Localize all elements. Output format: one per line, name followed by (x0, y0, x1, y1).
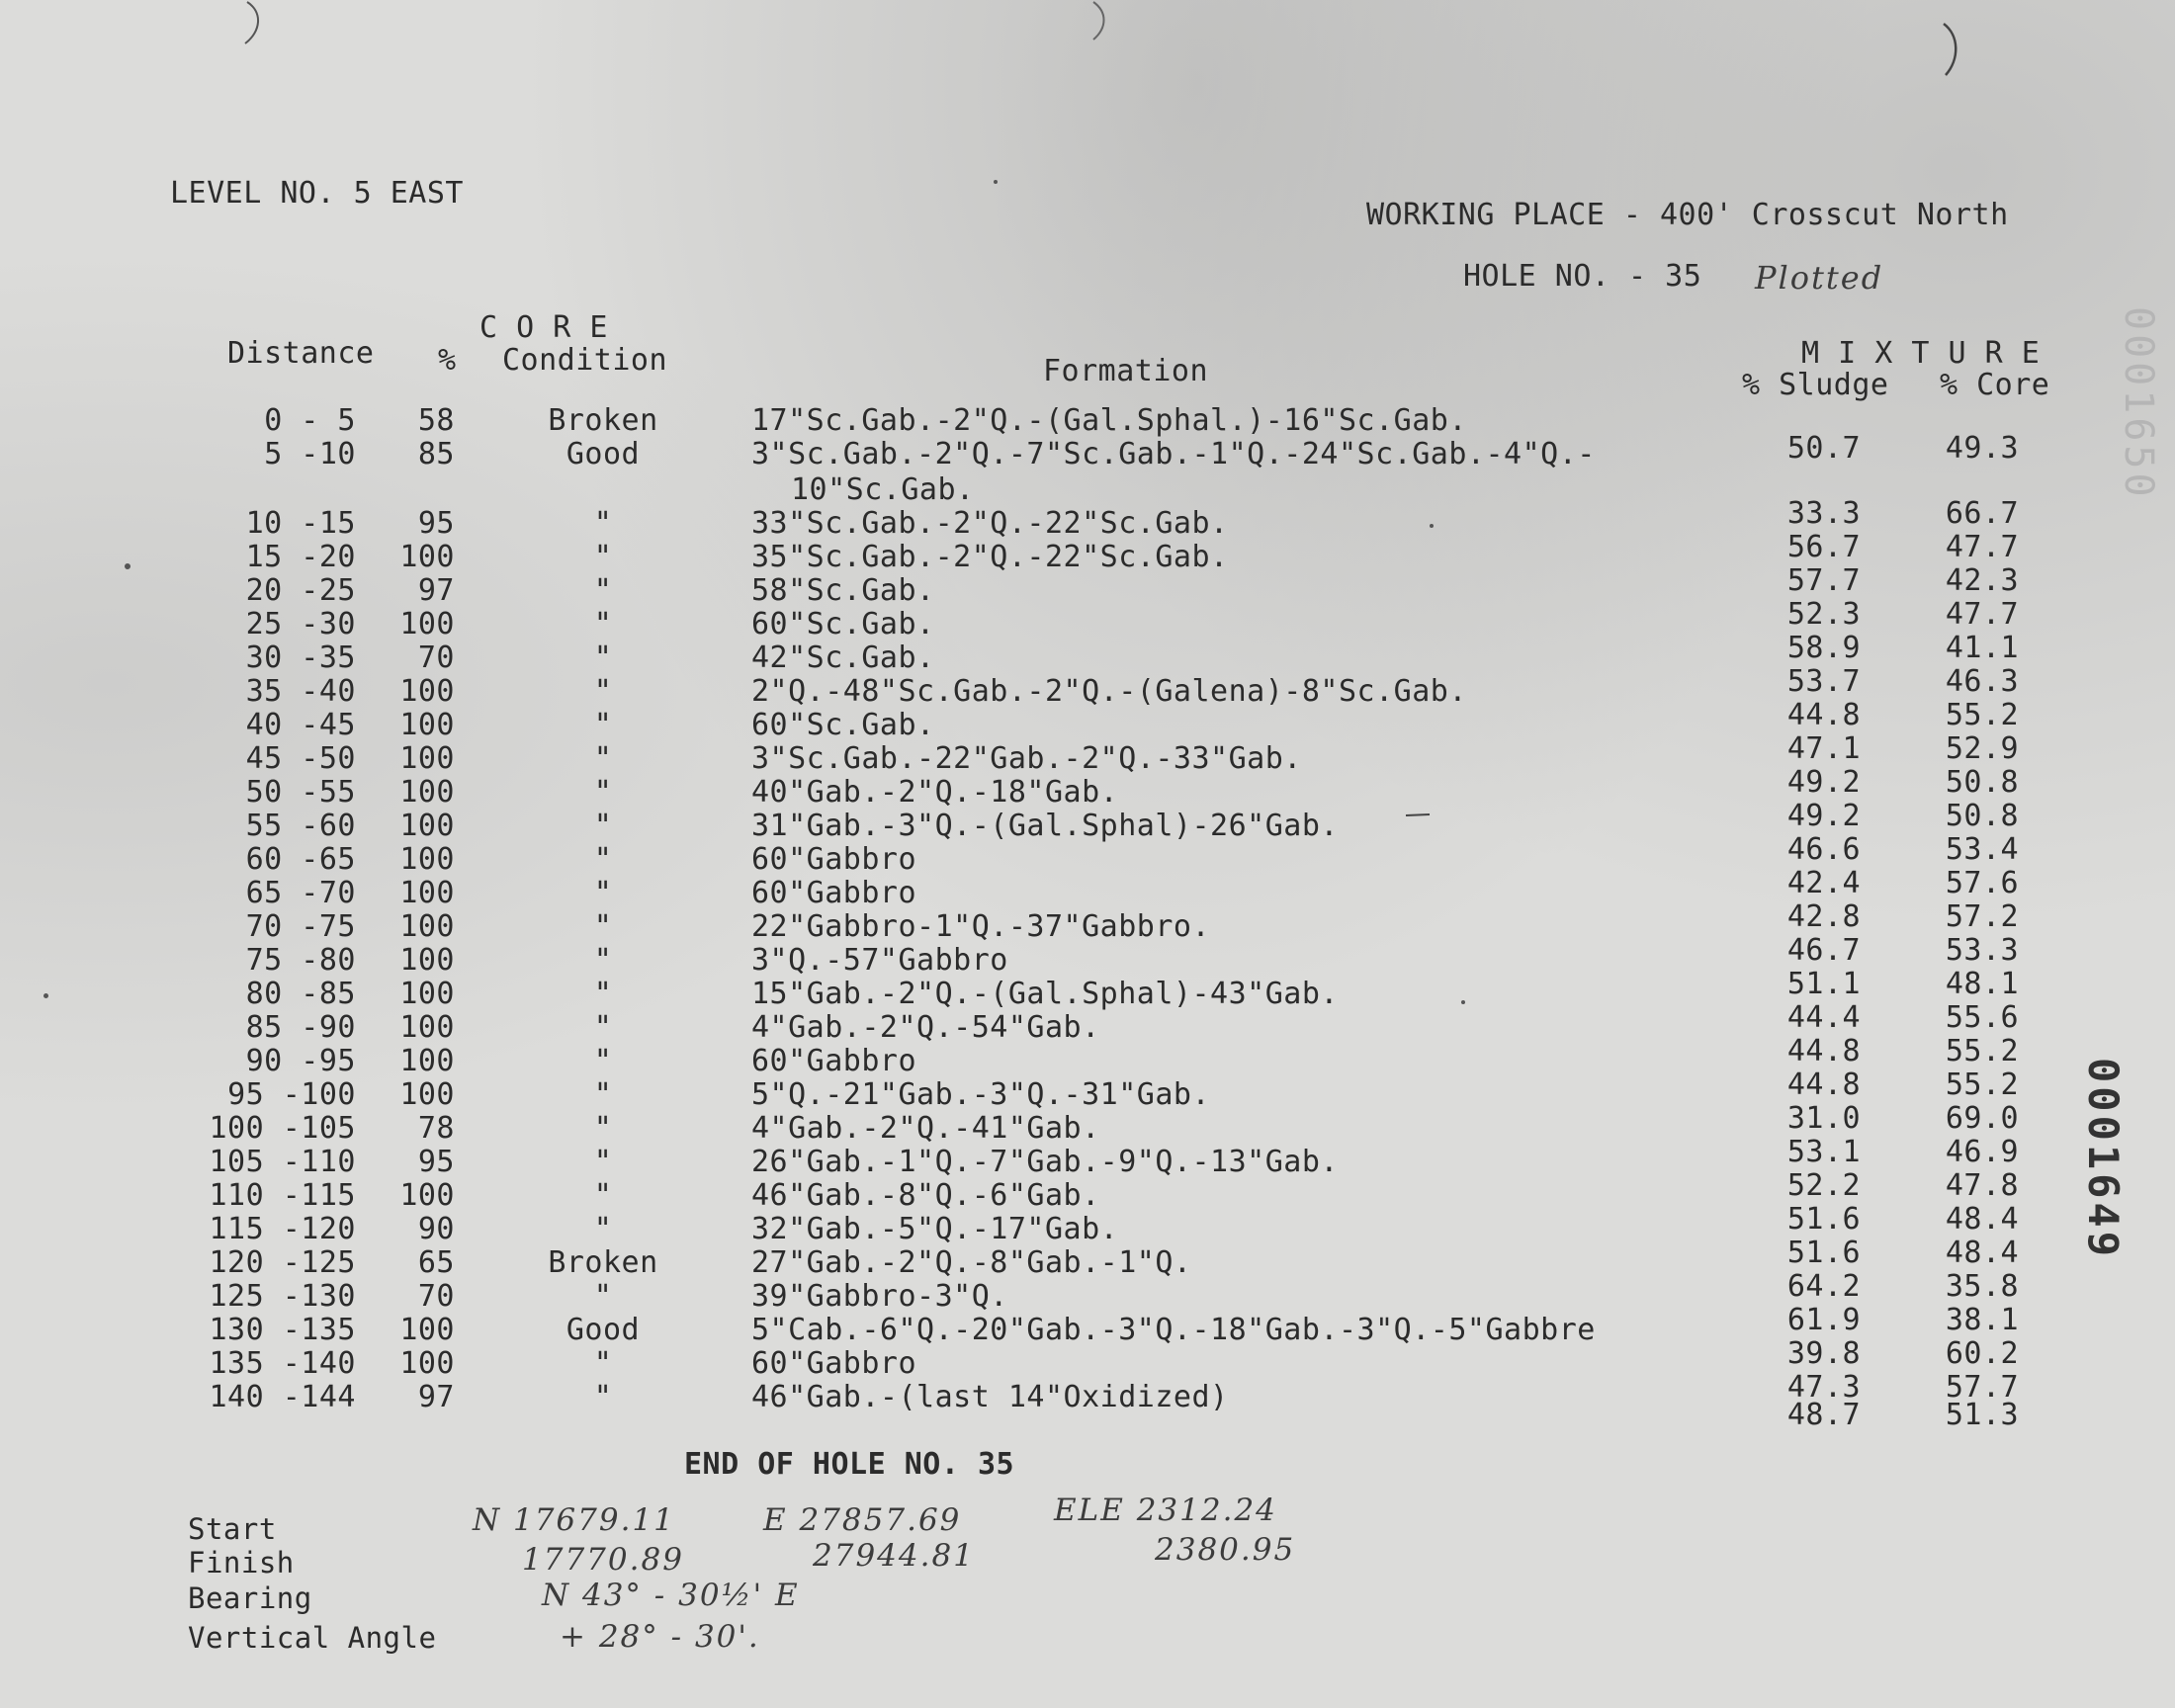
distance-cell: 110 -115 (209, 1178, 356, 1213)
sludge-cell: 44.8 (1786, 698, 1862, 732)
vertical-angle-label: Vertical Angle (188, 1621, 437, 1655)
sludge-cell: 44.4 (1786, 1000, 1862, 1035)
core-cell: 42.3 (1945, 563, 2020, 598)
distance-cell: 20 -25 (245, 573, 356, 608)
start-easting: E 27857.69 (763, 1502, 962, 1538)
formation-cell: 60"Gabbro (751, 876, 917, 910)
core-pct-cell: 100 (399, 842, 455, 877)
core-cell: 46.9 (1945, 1135, 2020, 1169)
core-pct-cell: 100 (399, 1077, 455, 1112)
distance-cell: 95 -100 (227, 1077, 356, 1112)
condition-cell: " (593, 1178, 613, 1213)
condition-cell: " (593, 674, 613, 709)
formation-cell: 60"Sc.Gab. (751, 708, 935, 742)
sludge-cell: 44.8 (1786, 1068, 1862, 1102)
core-cell: 51.3 (1945, 1398, 2020, 1432)
core-cell: 47.7 (1945, 597, 2020, 632)
sludge-cell: 53.7 (1786, 664, 1862, 699)
formation-cell: 35"Sc.Gab.-2"Q.-22"Sc.Gab. (751, 540, 1229, 574)
core-cell: 47.8 (1945, 1168, 2020, 1203)
distance-cell: 140 -144 (209, 1380, 356, 1414)
condition-cell: " (593, 1010, 613, 1045)
distance-cell: 40 -45 (245, 708, 356, 742)
formation-cell: 2"Q.-48"Sc.Gab.-2"Q.-(Galena)-8"Sc.Gab. (751, 674, 1467, 709)
distance-cell: 135 -140 (209, 1346, 356, 1381)
distance-cell: 30 -35 (245, 640, 356, 675)
scan-speck (125, 563, 130, 569)
faint-number-stamp: 0001650 (2116, 306, 2161, 501)
plotted-note: Plotted (1755, 259, 1884, 297)
end-of-hole: END OF HOLE NO. 35 (684, 1447, 1015, 1482)
core-pct-cell: 100 (399, 708, 455, 742)
formation-cell: 17"Sc.Gab.-2"Q.-(Gal.Sphal.)-16"Sc.Gab. (751, 403, 1467, 438)
condition-cell: " (593, 540, 613, 574)
distance-cell: 105 -110 (209, 1145, 356, 1179)
formation-cell: 46"Gab.-8"Q.-6"Gab. (751, 1178, 1100, 1213)
condition-cell: " (593, 842, 613, 877)
distance-cell: 10 -15 (245, 506, 356, 541)
finish-easting: 27944.81 (813, 1538, 975, 1574)
distance-cell: 45 -50 (245, 741, 356, 776)
formation-cell: 3"Sc.Gab.-22"Gab.-2"Q.-33"Gab. (751, 741, 1302, 776)
formation-cell: 4"Gab.-2"Q.-54"Gab. (751, 1010, 1100, 1045)
distance-cell: 125 -130 (209, 1279, 356, 1314)
condition-cell: " (593, 1279, 613, 1314)
col-mixture-title: M I X T U R E (1801, 336, 2041, 371)
condition-cell: Good (566, 437, 641, 471)
sludge-cell: 58.9 (1786, 631, 1862, 665)
formation-cell: 5"Q.-21"Gab.-3"Q.-31"Gab. (751, 1077, 1211, 1112)
core-cell: 57.6 (1945, 866, 2020, 900)
formation-cell: 3"Sc.Gab.-2"Q.-7"Sc.Gab.-1"Q.-24"Sc.Gab.-4"Q.- (751, 437, 1596, 471)
condition-cell: " (593, 809, 613, 843)
sludge-cell: 51.1 (1786, 967, 1862, 1001)
formation-cell: 26"Gab.-1"Q.-7"Gab.-9"Q.-13"Gab. (751, 1145, 1339, 1179)
bearing-label: Bearing (188, 1581, 312, 1615)
formation-cell: 15"Gab.-2"Q.-(Gal.Sphal)-43"Gab. (751, 977, 1339, 1011)
finish-label: Finish (188, 1546, 295, 1580)
sludge-cell: 50.7 (1786, 431, 1862, 466)
core-cell: 53.4 (1945, 832, 2020, 867)
core-pct-cell: 70 (417, 1279, 455, 1314)
core-pct-cell: 100 (399, 1346, 455, 1381)
condition-cell: " (593, 1077, 613, 1112)
core-pct-cell: 97 (417, 573, 455, 608)
core-cell: 57.7 (1945, 1370, 2020, 1405)
condition-cell: " (593, 741, 613, 776)
document-number-stamp: 0001649 (2079, 1058, 2128, 1261)
sludge-cell: 44.8 (1786, 1034, 1862, 1068)
condition-cell: " (593, 1346, 613, 1381)
formation-cell: 32"Gab.-5"Q.-17"Gab. (751, 1212, 1119, 1246)
distance-cell: 55 -60 (245, 809, 356, 843)
distance-cell: 130 -135 (209, 1313, 356, 1347)
start-elevation: ELE 2312.24 (1054, 1493, 1277, 1528)
core-cell: 48.4 (1945, 1202, 2020, 1237)
core-pct-cell: 100 (399, 741, 455, 776)
core-cell: 53.3 (1945, 933, 2020, 968)
distance-cell: 25 -30 (245, 607, 356, 641)
distance-cell: 115 -120 (209, 1212, 356, 1246)
formation-cell: 3"Q.-57"Gabbro (751, 943, 1008, 978)
sludge-cell: 64.2 (1786, 1269, 1862, 1304)
col-sludge: % Sludge (1742, 368, 1889, 402)
sludge-cell: 42.4 (1786, 866, 1862, 900)
core-pct-cell: 100 (399, 1313, 455, 1347)
distance-cell: 120 -125 (209, 1245, 356, 1280)
sludge-cell: 56.7 (1786, 530, 1862, 564)
sludge-cell: 61.9 (1786, 1303, 1862, 1337)
core-pct-cell: 100 (399, 977, 455, 1011)
core-pct-cell: 97 (417, 1380, 455, 1414)
sludge-cell: 47.3 (1786, 1370, 1862, 1405)
core-cell: 49.3 (1945, 431, 2020, 466)
condition-cell: " (593, 1380, 613, 1414)
core-pct-cell: 65 (417, 1245, 455, 1280)
formation-cell: 5"Cab.-6"Q.-20"Gab.-3"Q.-18"Gab.-3"Q.-5"Gabbre (751, 1313, 1596, 1347)
core-pct-cell: 58 (417, 403, 455, 438)
core-pct-cell: 85 (417, 437, 455, 471)
sludge-cell: 48.7 (1786, 1398, 1862, 1432)
core-pct-cell: 100 (399, 775, 455, 810)
col-distance: Distance (227, 336, 375, 371)
start-label: Start (188, 1512, 277, 1546)
finish-elevation: 2380.95 (1155, 1532, 1296, 1568)
condition-cell: " (593, 573, 613, 608)
sludge-cell: 42.8 (1786, 899, 1862, 934)
condition-cell: " (593, 876, 613, 910)
core-pct-cell: 100 (399, 1010, 455, 1045)
core-cell: 69.0 (1945, 1101, 2020, 1136)
core-cell: 46.3 (1945, 664, 2020, 699)
core-cell: 41.1 (1945, 631, 2020, 665)
core-pct-cell: 100 (399, 1178, 455, 1213)
core-cell: 55.2 (1945, 1068, 2020, 1102)
distance-cell: 75 -80 (245, 943, 356, 978)
scan-speck (994, 180, 998, 184)
core-cell: 55.2 (1945, 698, 2020, 732)
formation-cell: 60"Gabbro (751, 842, 917, 877)
hole-punch-mark (237, 0, 277, 47)
col-formation: Formation (1043, 354, 1209, 388)
sludge-cell: 49.2 (1786, 799, 1862, 833)
core-cell: 52.9 (1945, 731, 2020, 766)
sludge-cell: 51.6 (1786, 1236, 1862, 1270)
sludge-cell: 49.2 (1786, 765, 1862, 800)
core-pct-cell: 100 (399, 909, 455, 944)
distance-cell: 90 -95 (245, 1044, 356, 1078)
condition-cell: " (593, 1212, 613, 1246)
distance-cell: 65 -70 (245, 876, 356, 910)
core-pct-cell: 100 (399, 943, 455, 978)
condition-cell: " (593, 1044, 613, 1078)
scan-speck (1430, 524, 1434, 528)
col-core-pct: % (438, 343, 457, 378)
core-cell: 48.1 (1945, 967, 2020, 1001)
bearing-value: N 43° - 30½' E (542, 1578, 800, 1613)
core-cell: 50.8 (1945, 799, 2020, 833)
distance-cell: 80 -85 (245, 977, 356, 1011)
distance-cell: 50 -55 (245, 775, 356, 810)
core-cell: 57.2 (1945, 899, 2020, 934)
condition-cell: " (593, 775, 613, 810)
formation-cell: 4"Gab.-2"Q.-41"Gab. (751, 1111, 1100, 1146)
core-cell: 50.8 (1945, 765, 2020, 800)
sludge-cell: 31.0 (1786, 1101, 1862, 1136)
distance-cell: 100 -105 (209, 1111, 356, 1146)
formation-cell: 60"Gabbro (751, 1346, 917, 1381)
formation-cell: 40"Gab.-2"Q.-18"Gab. (751, 775, 1119, 810)
working-place: WORKING PLACE - 400' Crosscut North (1366, 198, 2009, 232)
core-pct-cell: 100 (399, 876, 455, 910)
scan-speck (1461, 1000, 1465, 1004)
sludge-cell: 51.6 (1786, 1202, 1862, 1237)
sludge-cell: 52.2 (1786, 1168, 1862, 1203)
sludge-cell: 39.8 (1786, 1336, 1862, 1371)
hole-punch-mark (1938, 20, 1967, 79)
core-pct-cell: 100 (399, 809, 455, 843)
formation-cell: 60"Sc.Gab. (751, 607, 935, 641)
sludge-cell: 46.6 (1786, 832, 1862, 867)
level-title: LEVEL NO. 5 EAST (170, 176, 464, 211)
vertical-angle-value: + 28° - 30'. (560, 1619, 760, 1655)
formation-cell: 27"Gab.-2"Q.-8"Gab.-1"Q. (751, 1245, 1192, 1280)
condition-cell: " (593, 1145, 613, 1179)
core-pct-cell: 100 (399, 607, 455, 641)
core-pct-cell: 90 (417, 1212, 455, 1246)
distance-cell: 70 -75 (245, 909, 356, 944)
core-pct-cell: 95 (417, 1145, 455, 1179)
sludge-cell: 47.1 (1786, 731, 1862, 766)
core-cell: 55.2 (1945, 1034, 2020, 1068)
sludge-cell: 57.7 (1786, 563, 1862, 598)
distance-cell: 60 -65 (245, 842, 356, 877)
core-cell: 35.8 (1945, 1269, 2020, 1304)
hole-number: HOLE NO. - 35 (1463, 259, 1702, 294)
sludge-cell: 33.3 (1786, 496, 1862, 531)
distance-cell: 35 -40 (245, 674, 356, 709)
col-condition: Condition (502, 343, 668, 378)
condition-cell: Good (566, 1313, 641, 1347)
distance-cell: 85 -90 (245, 1010, 356, 1045)
sludge-cell: 52.3 (1786, 597, 1862, 632)
formation-cell: 58"Sc.Gab. (751, 573, 935, 608)
condition-cell: " (593, 607, 613, 641)
start-northing: N 17679.11 (473, 1502, 675, 1538)
core-pct-cell: 100 (399, 540, 455, 574)
formation-cell: 39"Gabbro-3"Q. (751, 1279, 1008, 1314)
core-cell: 60.2 (1945, 1336, 2020, 1371)
formation-cell: 42"Sc.Gab. (751, 640, 935, 675)
distance-cell: 0 - 5 (264, 403, 356, 438)
core-pct-cell: 70 (417, 640, 455, 675)
condition-cell: " (593, 909, 613, 944)
finish-northing: 17770.89 (522, 1542, 684, 1578)
sludge-cell: 46.7 (1786, 933, 1862, 968)
core-cell: 55.6 (1945, 1000, 2020, 1035)
condition-cell: " (593, 506, 613, 541)
condition-cell: " (593, 977, 613, 1011)
scan-speck (44, 993, 48, 998)
col-core: % Core (1940, 368, 2050, 402)
core-cell: 66.7 (1945, 496, 2020, 531)
core-pct-cell: 95 (417, 506, 455, 541)
core-pct-cell: 100 (399, 1044, 455, 1078)
sludge-cell: 53.1 (1786, 1135, 1862, 1169)
core-pct-cell: 100 (399, 674, 455, 709)
formation-cell-continued: 10"Sc.Gab. (791, 472, 975, 507)
hole-punch-mark (1088, 0, 1117, 43)
condition-cell: " (593, 943, 613, 978)
formation-cell: 60"Gabbro (751, 1044, 917, 1078)
core-cell: 38.1 (1945, 1303, 2020, 1337)
condition-cell: Broken (548, 403, 658, 438)
condition-cell: Broken (548, 1245, 658, 1280)
core-cell: 47.7 (1945, 530, 2020, 564)
formation-cell: 46"Gab.-(last 14"Oxidized) (751, 1380, 1229, 1414)
condition-cell: " (593, 1111, 613, 1146)
pen-dash-mark (1404, 811, 1434, 820)
col-core-title: C O R E (479, 310, 608, 345)
formation-cell: 22"Gabbro-1"Q.-37"Gabbro. (751, 909, 1211, 944)
distance-cell: 5 -10 (264, 437, 356, 471)
core-cell: 48.4 (1945, 1236, 2020, 1270)
distance-cell: 15 -20 (245, 540, 356, 574)
condition-cell: " (593, 708, 613, 742)
formation-cell: 31"Gab.-3"Q.-(Gal.Sphal)-26"Gab. (751, 809, 1339, 843)
formation-cell: 33"Sc.Gab.-2"Q.-22"Sc.Gab. (751, 506, 1229, 541)
condition-cell: " (593, 640, 613, 675)
core-pct-cell: 78 (417, 1111, 455, 1146)
